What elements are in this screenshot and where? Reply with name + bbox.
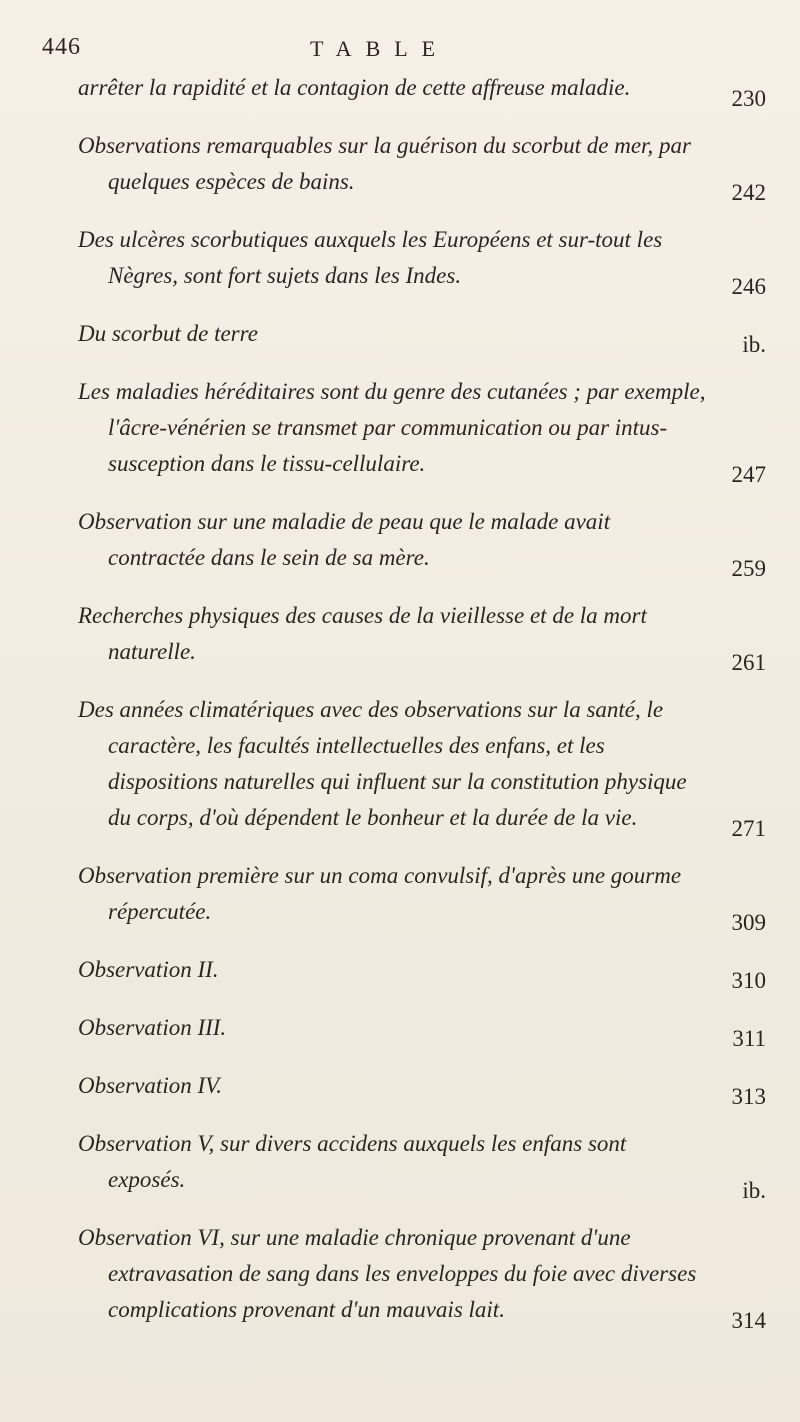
entry-page-number: 313 [731, 1084, 766, 1109]
entry-title: Observation sur une maladie de peau que le malade avait contractée dans le sein de sa mère. [78, 509, 611, 570]
entry-page-number: 271 [731, 816, 766, 841]
entry-page-number: 311 [732, 1026, 766, 1051]
entry-page-number: 259 [731, 556, 766, 581]
entry-page-number: 314 [731, 1308, 766, 1333]
entry-page-number: 230 [731, 86, 766, 111]
entry-title: Observation V, sur divers accidens auxquels les enfans sont exposés. [78, 1131, 627, 1192]
toc-entry [0, 374, 800, 487]
entry-title: Des ulcères scorbutiques auxquels les Européens et sur-tout les Nègres, sont fort sujets dans les Indes. [78, 227, 663, 288]
entry-title: Recherches physiques des causes de la vieillesse et de la mort naturelle. [78, 603, 647, 664]
entry-page-number: 310 [731, 968, 766, 993]
toc-entry [0, 70, 800, 111]
toc-entry [0, 1126, 800, 1203]
entry-title: arrêter la rapidité et la contagion de cette affreuse maladie. [78, 75, 631, 100]
toc-entry [0, 222, 800, 299]
entry-title: Des années climatériques avec des observations sur la santé, le caractère, les facultés intellectuelles des enfans, et les dispositions naturelles qui influent sur la constitution physique du corps, d'où dépendent le bonheur et la durée de la vie. [78, 697, 687, 830]
entry-page-number: 247 [731, 462, 766, 487]
table-of-contents [0, 70, 800, 1350]
entry-page-number: 242 [731, 180, 766, 205]
entry-title: Observation III. [78, 1015, 227, 1040]
entry-page-number: ib. [742, 1178, 766, 1203]
entry-title: Observation II. [78, 957, 219, 982]
toc-entry [0, 1010, 800, 1051]
toc-entry [0, 952, 800, 993]
entry-title: Observation première sur un coma convulsif, d'après une gourme répercutée. [78, 863, 682, 924]
toc-entry [0, 692, 800, 841]
page-header [0, 34, 800, 74]
entry-title: Observation VI, sur une maladie chronique provenant d'une extravasation de sang dans les enveloppes du foie avec diverses complications provenant d'un mauvais lait. [78, 1225, 697, 1322]
running-title: TABLE [310, 36, 450, 61]
entry-page-number: 261 [731, 650, 766, 675]
entry-page-number: 246 [731, 274, 766, 299]
toc-entry [0, 128, 800, 205]
entry-page-number: 309 [731, 910, 766, 935]
toc-entry [0, 316, 800, 357]
toc-entry [0, 598, 800, 675]
entry-title: Observations remarquables sur la guérison du scorbut de mer, par quelques espèces de bains. [78, 133, 691, 194]
toc-entry [0, 1068, 800, 1109]
entry-title: Les maladies héréditaires sont du genre des cutanées ; par exemple, l'âcre-vénérien se transmet par communication ou par intus-susception dans le tissu-cellulaire. [78, 379, 706, 476]
toc-entry [0, 1220, 800, 1333]
page-number: 446 [42, 34, 81, 60]
entry-title: Observation IV. [78, 1073, 222, 1098]
toc-entry [0, 858, 800, 935]
toc-entry [0, 504, 800, 581]
entry-page-number: ib. [742, 332, 766, 357]
entry-title: Du scorbut de terre [78, 321, 258, 346]
